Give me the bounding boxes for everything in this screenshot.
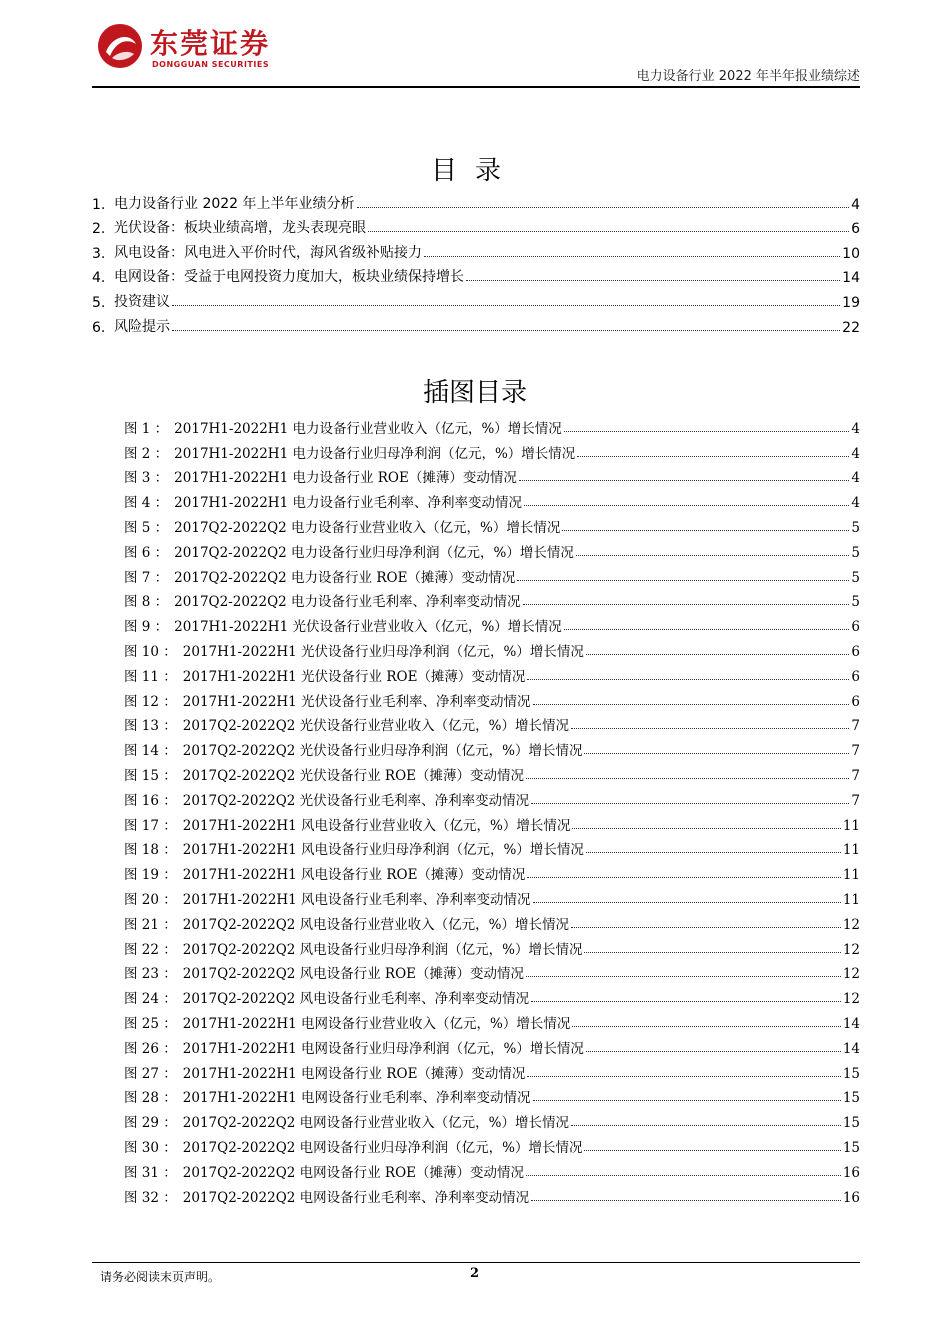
toc-entry-title: 电网设备：受益于电网投资力度加大，板块业绩保持增长 <box>114 269 464 286</box>
figure-entry[interactable] <box>124 908 860 933</box>
figure-entry-label: 图 3 ： <box>124 470 169 487</box>
figure-entry[interactable] <box>124 1131 860 1156</box>
dot-leader <box>424 255 840 257</box>
figure-entry[interactable] <box>124 486 860 511</box>
figure-entry[interactable] <box>124 1156 860 1181</box>
toc-entry[interactable] <box>92 262 860 287</box>
toc-entry-page: 22 <box>842 319 860 336</box>
figure-entry[interactable] <box>124 511 860 536</box>
figure-entry-page: 12 <box>842 966 860 983</box>
toc-entry-page: 4 <box>851 196 860 213</box>
figure-entry-page: 16 <box>842 1164 860 1181</box>
toc-entry-title: 风险提示 <box>114 318 170 335</box>
toc-entry-number: 5. <box>92 294 106 311</box>
figure-entry-label: 图 21 ： <box>124 916 177 933</box>
dot-leader <box>527 1075 840 1077</box>
figure-entry-title: 2017H1-2022H1 光伏设备行业营业收入（亿元，%）增长情况 <box>174 619 562 636</box>
footer-divider <box>92 1262 860 1263</box>
toc-entry-number: 2. <box>92 221 106 238</box>
figure-entry-title: 2017Q2-2022Q2 风电设备行业归母净利润（亿元，%）增长情况 <box>182 941 583 958</box>
dot-leader <box>517 579 849 581</box>
figure-entry-title: 2017H1-2022H1 电力设备行业营业收入（亿元，%）增长情况 <box>174 420 562 437</box>
figure-entry-page: 4 <box>851 470 860 487</box>
toc-entry[interactable] <box>92 286 860 311</box>
dot-leader <box>584 951 840 953</box>
figure-entry-page: 16 <box>842 1189 860 1206</box>
figure-entry-label: 图 1 ： <box>124 420 169 437</box>
figure-entry-label: 图 27 ： <box>124 1065 177 1082</box>
dot-leader <box>533 901 841 903</box>
dot-leader <box>586 1050 841 1052</box>
figure-entry[interactable] <box>124 734 860 759</box>
figure-entry-page: 14 <box>842 1015 860 1032</box>
figure-entry[interactable] <box>124 1082 860 1107</box>
toc-heading: 目录 <box>430 156 519 186</box>
figure-entry-label: 图 24 ： <box>124 991 177 1008</box>
figure-entry[interactable] <box>124 586 860 611</box>
figure-entry[interactable] <box>124 1181 860 1206</box>
dot-leader <box>527 678 849 680</box>
dot-leader <box>571 727 849 729</box>
figure-entry-page: 15 <box>842 1115 860 1132</box>
figure-entry-page: 11 <box>842 891 860 908</box>
figure-entry[interactable] <box>124 1007 860 1032</box>
figure-entry-label: 图 5 ： <box>124 519 169 536</box>
figure-entry-page: 7 <box>851 743 860 760</box>
figure-entry-page: 7 <box>851 718 860 735</box>
dot-leader <box>577 455 849 457</box>
figure-entry-title: 2017H1-2022H1 风电设备行业 ROE（摊薄）变动情况 <box>182 867 526 884</box>
figure-entry[interactable] <box>124 685 860 710</box>
toc-entry-number: 4. <box>92 270 106 287</box>
figure-entry[interactable] <box>124 883 860 908</box>
figure-entry-label: 图 15 ： <box>124 767 177 784</box>
dot-leader <box>368 230 849 232</box>
figure-entry-title: 2017H1-2022H1 电力设备行业 ROE（摊薄）变动情况 <box>174 470 517 487</box>
toc-entry-number: 1. <box>92 196 106 213</box>
figure-entry[interactable] <box>124 1032 860 1057</box>
figure-entry-title: 2017H1-2022H1 风电设备行业营业收入（亿元，%）增长情况 <box>182 817 571 834</box>
dot-leader <box>531 1000 841 1002</box>
toc-entry-title: 电力设备行业 2022 年上半年业绩分析 <box>114 195 355 212</box>
figure-list-heading: 插图目录 <box>422 378 527 408</box>
dot-leader <box>357 206 850 208</box>
figure-entry-label: 图 23 ： <box>124 966 177 983</box>
figure-entry-label: 图 2 ： <box>124 445 169 462</box>
figure-entry[interactable] <box>124 982 860 1007</box>
figure-entry[interactable] <box>124 759 860 784</box>
toc-entry-title: 投资建议 <box>114 293 170 310</box>
figure-entry-title: 2017H1-2022H1 风电设备行业归母净利润（亿元，%）增长情况 <box>182 842 584 859</box>
dot-leader <box>172 304 840 306</box>
figure-entry-label: 图 32 ： <box>124 1189 177 1206</box>
dot-leader <box>466 279 840 281</box>
figure-entry-title: 2017H1-2022H1 电力设备行业毛利率、净利率变动情况 <box>174 495 522 512</box>
figure-entry-page: 4 <box>851 495 860 512</box>
figure-entry-title: 2017Q2-2022Q2 风电设备行业毛利率、净利率变动情况 <box>182 991 530 1008</box>
figure-entry[interactable] <box>124 635 860 660</box>
figure-entry[interactable] <box>124 809 860 834</box>
logo-mark-icon <box>96 22 144 70</box>
figure-entry-title: 2017Q2-2022Q2 风电设备行业 ROE（摊薄）变动情况 <box>182 966 525 983</box>
figure-entry-page: 5 <box>851 519 860 536</box>
toc-entry[interactable] <box>92 311 860 336</box>
dot-leader <box>572 827 840 829</box>
disclaimer-note: 请务必阅读末页声明。 <box>100 1270 221 1284</box>
dot-leader <box>526 777 849 779</box>
figure-entry[interactable] <box>124 834 860 859</box>
figure-entry-title: 2017H1-2022H1 电网设备行业归母净利润（亿元，%）增长情况 <box>182 1040 584 1057</box>
dot-leader <box>586 653 850 655</box>
figure-entry-page: 14 <box>842 1040 860 1057</box>
figure-entry-label: 图 28 ： <box>124 1090 177 1107</box>
toc-entry-page: 14 <box>842 270 860 287</box>
figure-entry-title: 2017Q2-2022Q2 光伏设备行业归母净利润（亿元，%）增长情况 <box>182 743 583 760</box>
dot-leader <box>564 628 850 630</box>
dot-leader <box>524 504 849 506</box>
figure-entry-title: 2017H1-2022H1 光伏设备行业毛利率、净利率变动情况 <box>182 693 531 710</box>
figure-list <box>124 412 860 1206</box>
page-header <box>0 0 950 92</box>
figure-entry-title: 2017Q2-2022Q2 电网设备行业营业收入（亿元，%）增长情况 <box>182 1115 569 1132</box>
figure-entry-title: 2017Q2-2022Q2 光伏设备行业营业收入（亿元，%）增长情况 <box>182 718 569 735</box>
page-number: 2 <box>470 1266 480 1281</box>
dot-leader <box>533 1099 841 1101</box>
dot-leader <box>526 1174 841 1176</box>
figure-entry-title: 2017Q2-2022Q2 电网设备行业毛利率、净利率变动情况 <box>182 1189 530 1206</box>
figure-entry-page: 5 <box>851 544 860 561</box>
figure-entry[interactable] <box>124 858 860 883</box>
figure-entry-label: 图 12 ： <box>124 693 177 710</box>
toc-entry-title: 风电设备：风电进入平价时代，海风省级补贴接力 <box>114 244 422 261</box>
figure-entry-title: 2017Q2-2022Q2 光伏设备行业 ROE（摊薄）变动情况 <box>182 767 525 784</box>
figure-entry-label: 图 11 ： <box>124 668 177 685</box>
figure-entry-title: 2017Q2-2022Q2 光伏设备行业毛利率、净利率变动情况 <box>182 792 530 809</box>
figure-entry[interactable] <box>124 660 860 685</box>
figure-entry-title: 2017H1-2022H1 电力设备行业归母净利润（亿元，%）增长情况 <box>174 445 576 462</box>
toc-entry-page: 19 <box>842 294 860 311</box>
logo-chinese-name: 东莞证券 <box>150 27 271 60</box>
figure-entry-title: 2017Q2-2022Q2 电网设备行业 ROE（摊薄）变动情况 <box>182 1164 525 1181</box>
figure-entry-label: 图 25 ： <box>124 1015 177 1032</box>
figure-entry-label: 图 16 ： <box>124 792 177 809</box>
figure-entry[interactable] <box>124 462 860 487</box>
toc-entry-title: 光伏设备：板块业绩高增，龙头表现亮眼 <box>114 220 366 237</box>
figure-entry-label: 图 4 ： <box>124 495 169 512</box>
toc-entry[interactable] <box>92 213 860 238</box>
figure-entry-label: 图 13 ： <box>124 718 177 735</box>
dot-leader <box>519 479 850 481</box>
toc-entry-number: 6. <box>92 319 106 336</box>
figure-entry-label: 图 18 ： <box>124 842 177 859</box>
figure-entry-title: 2017H1-2022H1 电网设备行业营业收入（亿元，%）增长情况 <box>182 1015 571 1032</box>
figure-entry-page: 7 <box>851 767 860 784</box>
dot-leader <box>584 752 849 754</box>
figure-entry-title: 2017H1-2022H1 电网设备行业毛利率、净利率变动情况 <box>182 1090 531 1107</box>
company-logo <box>96 22 316 74</box>
figure-entry-label: 图 30 ： <box>124 1139 177 1156</box>
figure-entry-page: 12 <box>842 941 860 958</box>
figure-entry-page: 5 <box>851 594 860 611</box>
figure-entry-title: 2017Q2-2022Q2 风电设备行业营业收入（亿元，%）增长情况 <box>182 916 569 933</box>
figure-entry-page: 11 <box>842 842 860 859</box>
figure-entry-title: 2017Q2-2022Q2 电网设备行业归母净利润（亿元，%）增长情况 <box>182 1139 583 1156</box>
figure-entry[interactable] <box>124 784 860 809</box>
dot-leader <box>531 1199 841 1201</box>
figure-entry-page: 11 <box>842 817 860 834</box>
figure-entry-label: 图 19 ： <box>124 867 177 884</box>
figure-entry[interactable] <box>124 1057 860 1082</box>
dot-leader <box>584 1149 840 1151</box>
figure-entry-page: 7 <box>851 792 860 809</box>
figure-entry-page: 5 <box>851 569 860 586</box>
figure-entry-label: 图 31 ： <box>124 1164 177 1181</box>
dot-leader <box>533 703 850 705</box>
toc-entry[interactable] <box>92 237 860 262</box>
dot-leader <box>576 554 850 556</box>
figure-entry-label: 图 6 ： <box>124 544 169 561</box>
figure-entry-page: 12 <box>842 991 860 1008</box>
figure-entry-label: 图 10 ： <box>124 643 177 660</box>
figure-entry[interactable] <box>124 536 860 561</box>
figure-entry-label: 图 14 ： <box>124 743 177 760</box>
figure-entry-title: 2017Q2-2022Q2 电力设备行业 ROE（摊薄）变动情况 <box>174 569 516 586</box>
figure-entry-page: 4 <box>851 445 860 462</box>
figure-entry[interactable] <box>124 610 860 635</box>
figure-entry-title: 2017H1-2022H1 光伏设备行业归母净利润（亿元，%）增长情况 <box>182 643 584 660</box>
figure-entry-page: 15 <box>842 1139 860 1156</box>
figure-entry-page: 15 <box>842 1065 860 1082</box>
figure-entry[interactable] <box>124 1106 860 1131</box>
dot-leader <box>172 329 840 331</box>
dot-leader <box>571 1124 841 1126</box>
toc-entry-number: 3. <box>92 245 106 262</box>
figure-entry-label: 图 29 ： <box>124 1115 177 1132</box>
figure-entry-title: 2017Q2-2022Q2 电力设备行业毛利率、净利率变动情况 <box>174 594 521 611</box>
figure-entry-title: 2017H1-2022H1 风电设备行业毛利率、净利率变动情况 <box>182 891 531 908</box>
figure-entry[interactable] <box>124 561 860 586</box>
dot-leader <box>523 603 850 605</box>
figure-entry[interactable] <box>124 437 860 462</box>
toc-list <box>92 188 860 336</box>
figure-entry-label: 图 8 ： <box>124 594 169 611</box>
figure-entry-title: 2017H1-2022H1 光伏设备行业 ROE（摊薄）变动情况 <box>182 668 526 685</box>
figure-entry-label: 图 20 ： <box>124 891 177 908</box>
dot-leader <box>586 851 841 853</box>
figure-entry-title: 2017Q2-2022Q2 电力设备行业营业收入（亿元，%）增长情况 <box>174 519 561 536</box>
figure-entry-title: 2017H1-2022H1 电网设备行业 ROE（摊薄）变动情况 <box>182 1065 526 1082</box>
figure-entry-label: 图 9 ： <box>124 619 169 636</box>
figure-entry[interactable] <box>124 710 860 735</box>
figure-entry[interactable] <box>124 412 860 437</box>
figure-entry-label: 图 17 ： <box>124 817 177 834</box>
dot-leader <box>571 926 841 928</box>
figure-entry-page: 15 <box>842 1090 860 1107</box>
figure-entry[interactable] <box>124 958 860 983</box>
figure-entry-title: 2017Q2-2022Q2 电力设备行业归母净利润（亿元，%）增长情况 <box>174 544 574 561</box>
figure-entry-page: 6 <box>851 643 860 660</box>
logo-english-name: DONGGUAN SECURITIES <box>152 60 270 69</box>
figure-entry-label: 图 22 ： <box>124 941 177 958</box>
figure-entry[interactable] <box>124 933 860 958</box>
dot-leader <box>564 430 850 432</box>
dot-leader <box>526 975 841 977</box>
dot-leader <box>531 802 849 804</box>
figure-entry-page: 6 <box>851 619 860 636</box>
toc-entry-page: 6 <box>851 221 860 238</box>
figure-entry-page: 6 <box>851 693 860 710</box>
report-title: 电力设备行业 2022 年半年报业绩综述 <box>636 69 860 84</box>
figure-entry-page: 4 <box>851 420 860 437</box>
dot-leader <box>527 876 840 878</box>
figure-entry-page: 12 <box>842 916 860 933</box>
figure-entry-page: 11 <box>842 867 860 884</box>
figure-entry-label: 图 26 ： <box>124 1040 177 1057</box>
toc-entry-page: 10 <box>842 245 860 262</box>
toc-entry[interactable] <box>92 188 860 213</box>
dot-leader <box>562 529 849 531</box>
header-divider <box>92 86 860 88</box>
dot-leader <box>572 1025 840 1027</box>
figure-entry-page: 6 <box>851 668 860 685</box>
figure-entry-label: 图 7 ： <box>124 569 169 586</box>
